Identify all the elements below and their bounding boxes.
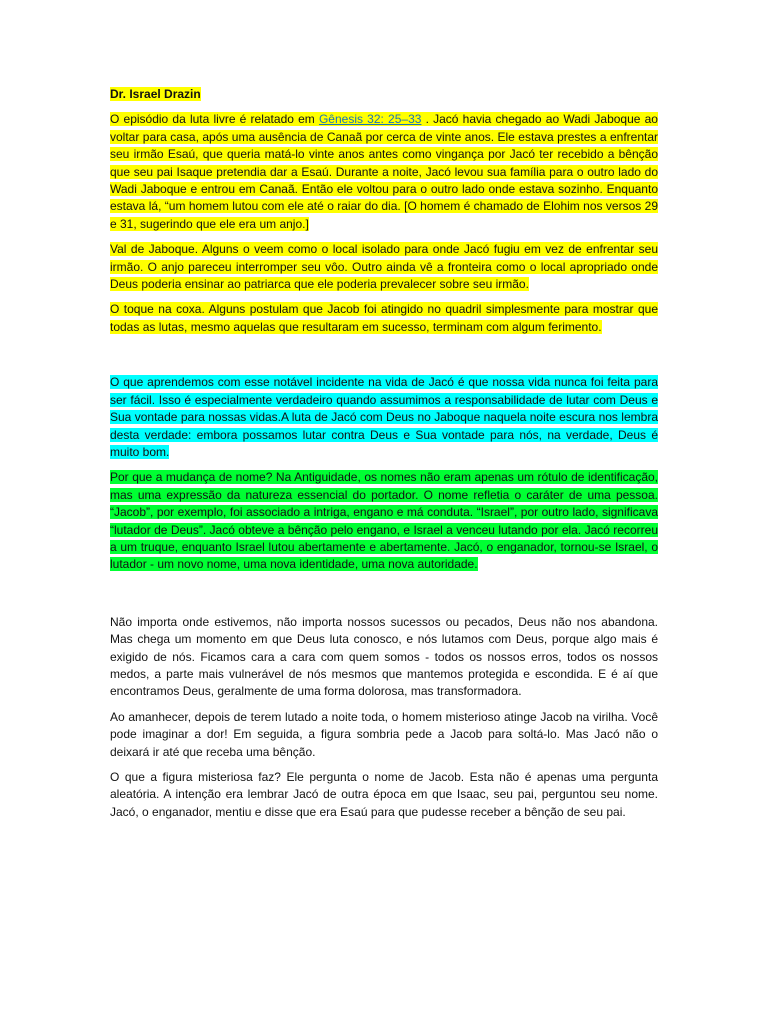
genesis-reference-link[interactable]: Gênesis 32: 25–33 xyxy=(318,112,422,127)
paragraph-mysterious-figure xyxy=(110,769,658,821)
paragraph-lesson xyxy=(110,374,658,461)
paragraph-god-does-not-abandon xyxy=(110,614,658,701)
episode-text-rest: . Jacó havia chegado ao Wadi Jaboque ao voltar para casa, após uma ausência de Canaã por cerca de vinte anos. Ele estava prestes a enfrentar seu irmão Esaú, que queria matá-lo vinte anos antes como vingança por Jacó ter recebido a bênção que seu pai Isaque pretendia dar a Esaú. Durante a noite, Jacó levou sua família para o outro lado do Wadi Jaboque e entrou em Canaã. Então ele voltou para o outro lado onde estava sozinho. Enquanto estava lá, “um homem lutou com ele até o raiar do dia. [O homem é chamado de Elohim nos versos 29 e 31, sugerindo que ele era um anjo.] xyxy=(110,112,658,231)
author-name: Dr. Israel Drazin xyxy=(110,87,201,101)
paragraph-val-de-jaboque xyxy=(110,241,658,293)
god-does-not-abandon-text: Não importa onde estivemos, não importa nossos sucessos ou pecados, Deus não nos abandona. Mas chega um momento em que Deus luta conosco, e nós lutamos com Deus, porque algo mais é exigido de nós. Ficamos cara a cara com quem somos - todos os nossos erros, todos os nossos medos, a parte mais vulnerável de nós mesmos que mantemos protegida e escondida. E é aí que encontramos Deus, geralmente de uma forma dolorosa, mas transformadora. xyxy=(110,614,658,699)
paragraph-toque-na-coxa xyxy=(110,301,658,336)
paragraph-dawn xyxy=(110,709,658,761)
dawn-text: Ao amanhecer, depois de terem lutado a noite toda, o homem misterioso atinge Jacob na virilha. Você pode imaginar a dor! Em seguida, a figura sombria pede a Jacob para soltá-lo. Mas Jacó não o deixará ir até que receba uma bênção. xyxy=(110,709,658,759)
val-de-jaboque-text: Val de Jaboque. Alguns o veem como o local isolado para onde Jacó fugiu em vez de enfrentar seu irmão. O anjo pareceu interromper seu vôo. Outro ainda vê a fronteira como o local apropriado onde Deus poderia ensinar ao patriarca que ele poderia prevalecer sobre seu irmão. xyxy=(110,242,658,292)
author-line xyxy=(110,86,658,103)
document-page xyxy=(110,86,658,829)
mysterious-figure-text: O que a figura misteriosa faz? Ele pergunta o nome de Jacob. Esta não é apenas uma pergunta aleatória. A intenção era lembrar Jacó de outra época em que Isaac, seu pai, perguntou seu nome. Jacó, o enganador, mentiu e disse que era Esaú para que pudesse receber a bênção de seu pai. xyxy=(110,770,658,819)
toque-na-coxa-text: O toque na coxa. Alguns postulam que Jacob foi atingido no quadril simplesmente para mostrar que todas as lutas, mesmo aquelas que resultaram em sucesso, terminam com algum ferimento. xyxy=(110,302,658,334)
name-change-text: Por que a mudança de nome? Na Antiguidade, os nomes não eram apenas um rótulo de identificação, mas uma expressão da natureza essencial do portador. O nome refletia o caráter de uma pessoa. “Jacob”, por exemplo, foi associado a intriga, engano e má conduta. “Israel”, por outro lado, significava “lutador de Deus”. Jacó obteve a bênção pelo engano, e Israel a venceu lutando por ela. Jacó recorreu a um truque, enquanto Israel lutou abertamente e abertamente. Jacó, o enganador, tornou-se Israel, o lutador - um novo nome, uma nova identidade, uma nova autoridade. xyxy=(110,470,658,572)
episode-text-start: O episódio da luta livre é relatado em xyxy=(110,112,319,127)
lesson-text: O que aprendemos com esse notável incidente na vida de Jacó é que nossa vida nunca foi feita para ser fácil. Isso é especialmente verdadeiro quando assumimos a responsabilidade de lutar com Deus e Sua vontade para nossas vidas.A luta de Jacó com Deus no Jaboque naquela noite escura nos lembra desta verdade: embora possamos lutar contra Deus e Sua vontade para nós, na verdade, Deus é muito bom. xyxy=(110,375,658,459)
paragraph-name-change xyxy=(110,469,658,573)
paragraph-episode xyxy=(110,111,658,233)
